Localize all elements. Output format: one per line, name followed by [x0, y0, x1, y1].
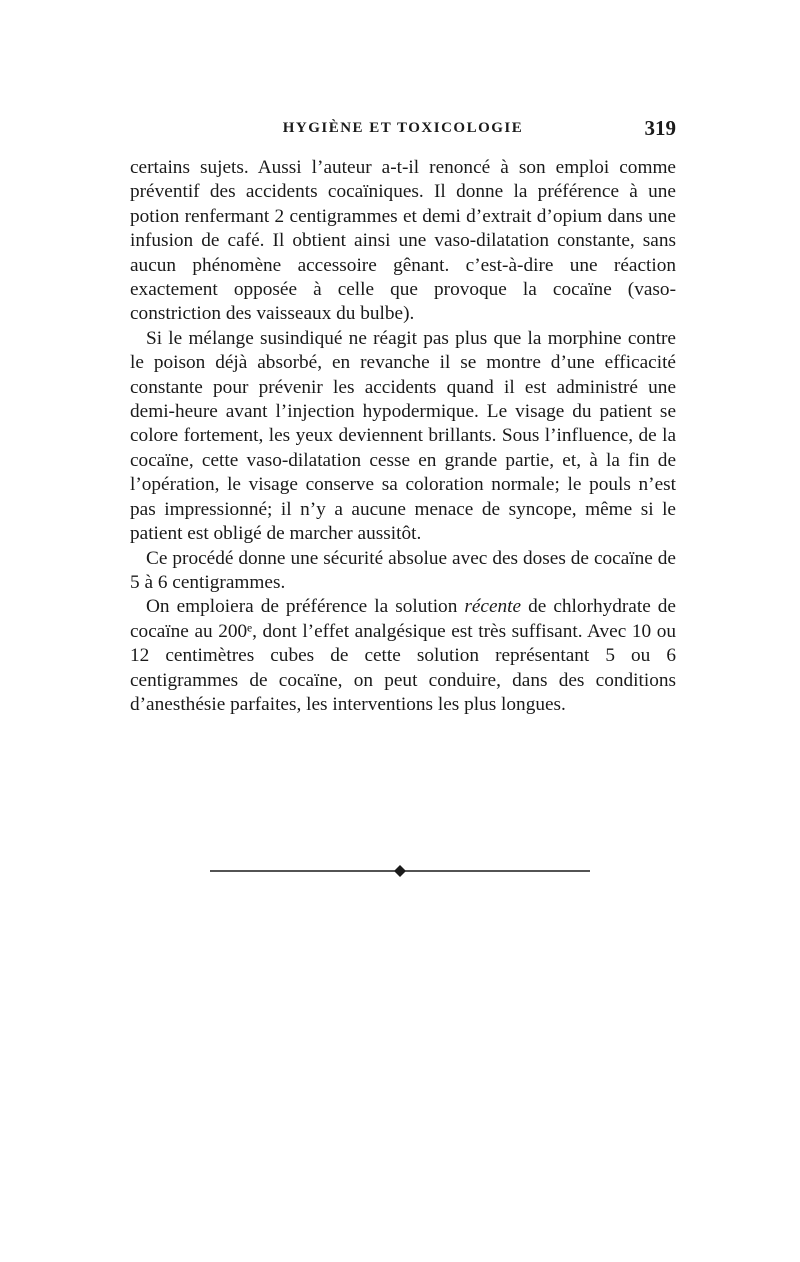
paragraph: certains sujets. Aussi l’auteur a-t-il renoncé à son emploi comme préventif des accidents cocaïniques. Il donne la préférence à une potion renfermant 2 centigrammes et demi d’extrait d’opium dans une infusion de café. Il obtient ainsi une vaso-dilatation constante, sans aucun phénomène accessoire gênant. c’est-à-dire une réaction exactement opposée à celle que provoque la cocaïne (vaso-constriction des vaisseaux du bulbe). — [130, 157, 676, 325]
paragraph: Si le mélange susindiqué ne réagit pas plus que la morphine contre le poison déjà absorbé, en revanche il se montre d’une efficacité constante pour prévenir les accidents quand il est administré une demi-heure avant l’injection hypodermique. Le visage du patient se colore fortement, les yeux deviennent brillants. Sous l’influence, de la cocaïne, cette vaso-dilatation cesse en grande partie, et, à la fin de l’opération, le visage conserve sa coloration normale; le pouls n’est pas impressionné; il n’y a aucune menace de syncope, même si le patient est obligé de marcher aussitôt. — [130, 327, 676, 545]
page-header — [130, 116, 676, 146]
paragraph: On emploiera de préférence la solution récente de chlorhydrate de cocaïne au 200ᵉ, dont l’effet analgésique est très suffisant. Avec 10 ou 12 centimètres cubes de cette solution représentant 5 ou 6 centigrammes de cocaïne, on peut conduire, dans des conditions d’anesthésie parfaites, les interventions les plus longues. — [130, 596, 676, 715]
body-text — [130, 156, 676, 717]
page-number: 319 — [644, 116, 676, 140]
italic-word: récente — [464, 596, 522, 618]
running-head: HYGIÈNE ET TOXICOLOGIE — [282, 120, 524, 136]
paragraph: Ce procédé donne une sécurité absolue avec des doses de cocaïne de 5 à 6 centigrammes. — [130, 547, 676, 593]
ornamental-rule — [210, 864, 590, 878]
